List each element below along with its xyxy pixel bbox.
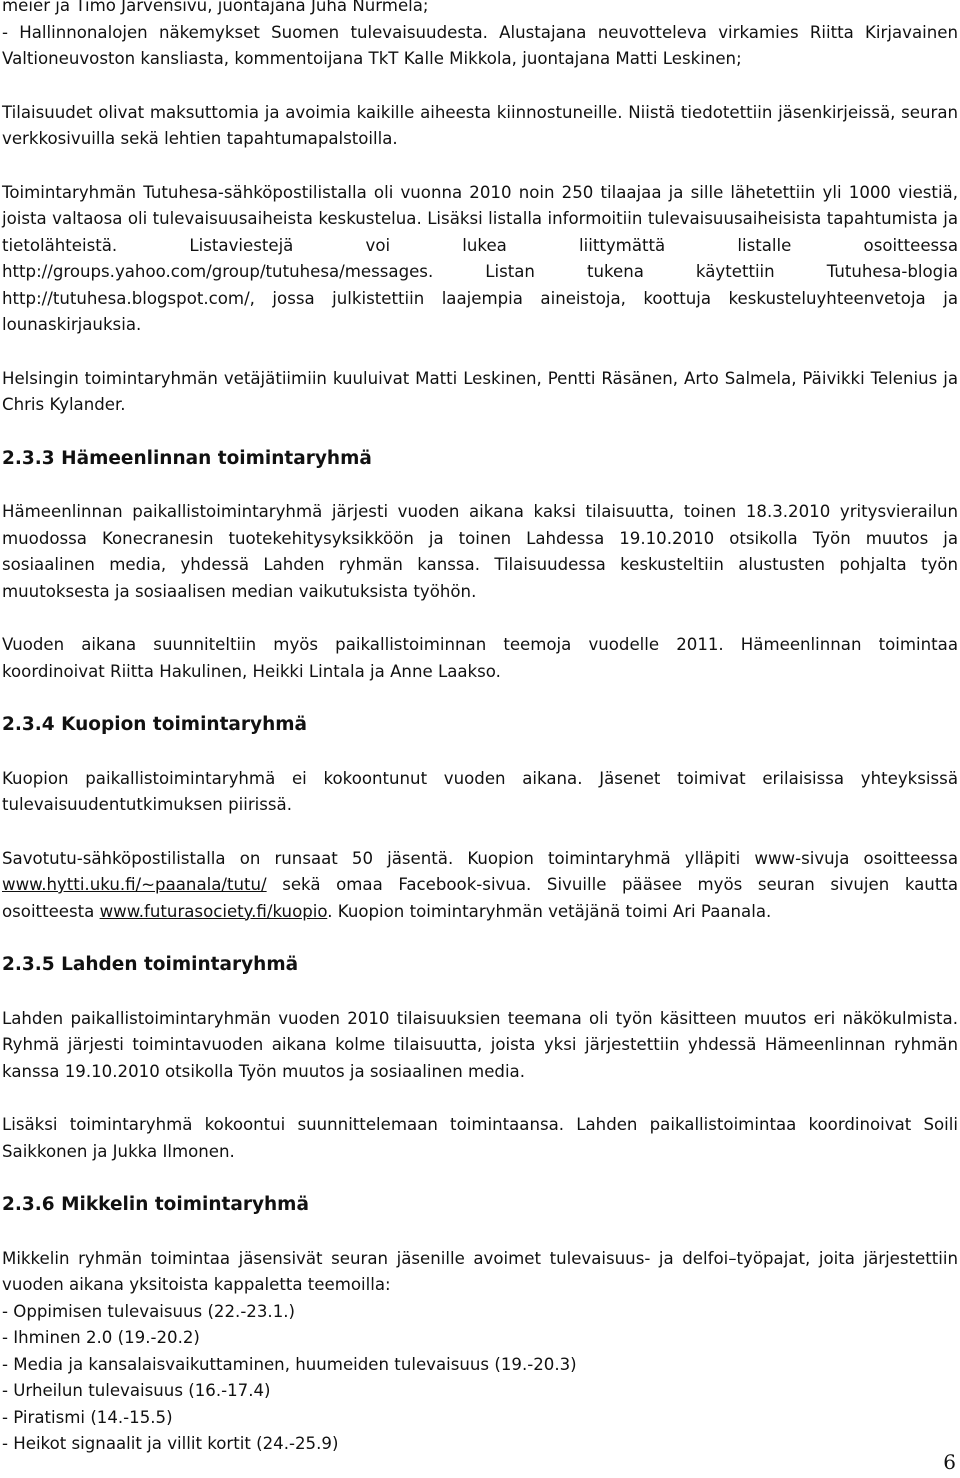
paragraph-hameenlinna-events: Hämeenlinnan paikallistoimintaryhmä järjesti vuoden aikana kaksi tilaisuutta, toinen 18.3.2010 yritysvierailun muodossa Konecranesin tuotekehitysyksikköön ja toinen Lahdessa 19.10.2010 otsikolla Työn muutos ja sosiaalinen media, yhdessä Lahden ryhmän kanssa. Tilaisuudessa keskusteltiin alustusten pohjalta työn muutoksesta ja sosiaalisen median vaikutuksista työhön. xyxy=(2,502,958,601)
list-item: - Heikot signaalit ja villit kortit (24.-25.9) xyxy=(2,1434,339,1453)
list-item: - Media ja kansalaisvaikuttaminen, huumeiden tulevaisuus (19.-20.3) xyxy=(2,1354,577,1374)
paragraph-lahti-coordination: Lisäksi toimintaryhmä kokoontui suunnittelemaan toimintaansa. Lahden paikallistoimintaa koordinoivat Soili Saikkonen ja Jukka Ilmonen. xyxy=(2,1115,958,1161)
section-heading-lahti: 2.3.5 Lahden toimintaryhmä xyxy=(2,954,299,975)
paragraph-kuopio-status: Kuopion paikallistoimintaryhmä ei kokoontunut vuoden aikana. Jäsenet toimivat erilaisissa yhteyksissä tulevaisuudentutkimuksen piirissä. xyxy=(2,768,958,814)
list-item: - Urheilun tulevaisuus (16.-17.4) xyxy=(2,1381,271,1400)
link-futurasociety-kuopio[interactable]: www.futurasociety.fi/kuopio xyxy=(99,901,328,921)
paragraph-lahti-events: Lahden paikallistoimintaryhmän vuoden 2010 tilaisuuksien teemana oli työn käsitteen muutos eri näkökulmista. Ryhmä järjesti toimintavuoden aikana kolme tilaisuutta, joista yksi järjestettiin yhdessä Hämeenlinnan ryhmän kanssa 19.10.2010 otsikolla Työn muutos ja sosiaalinen media. xyxy=(2,1008,958,1081)
text-span: sekä omaa Facebook-sivua. Sivuille pääsee myös seuran sivujen kautta osoitteesta xyxy=(2,875,958,921)
paragraph-kuopio-list xyxy=(2,846,958,926)
link-kuopio-tutu[interactable]: www.hytti.uku.fi/~paanala/tutu/ xyxy=(2,875,267,894)
intro-line: - Hallinnonalojen näkemykset Suomen tulevaisuudesta. Alustajana neuvotteleva virkamies Riitta Kirjavainen Valtioneuvoston kansliasta, kommentoijana TkT Kalle Mikkola, juontajana Matti Leskinen; xyxy=(2,22,958,68)
intro-paragraph xyxy=(2,0,958,73)
workshop-theme-list xyxy=(2,1299,958,1458)
text-span: Savotutu-sähköpostilistalla on runsaat 50 jäsentä. Kuopion toimintaryhmä ylläpiti www-sivuja osoitteessa xyxy=(2,848,958,868)
list-item: - Ihminen 2.0 (19.-20.2) xyxy=(2,1328,200,1347)
text-span: . Kuopion toimintaryhmän vetäjänä toimi Ari Paanala. xyxy=(327,901,772,921)
section-heading-kuopio: 2.3.4 Kuopion toimintaryhmä xyxy=(2,714,308,735)
list-item: - Oppimisen tulevaisuus (22.-23.1.) xyxy=(2,1301,296,1321)
paragraph-helsinki-team: Helsingin toimintaryhmän vetäjätiimiin kuuluivat Matti Leskinen, Pentti Räsänen, Arto Salmela, Päivikki Telenius ja Chris Kylander. xyxy=(2,368,958,414)
paragraph-mailing-list: Toimintaryhmän Tutuhesa-sähköpostilistalla oli vuonna 2010 noin 250 tilaajaa ja sille lähetettiin yli 1000 viestiä, joista valtaosa oli tulevaisuusaiheista keskustelua. Lisäksi listalla informoitiin tulevaisuusaiheisista tapahtumista ja tietolähteistä. Listaviestejä voi lukea liittymättä listalle osoitteessa http://groups.yahoo.com/group/tutuhesa/messages. Listan tukena käytettiin Tutuhesa-blogia http://tutuhesa.blogspot.com/, jossa julkistettiin laajempia aineistoja, koottuja keskusteluyhteenvetoja ja lounaskirjauksia. xyxy=(2,182,958,334)
intro-line: meier ja Timo Järvensivu, juontajana Juha Nurmela; xyxy=(2,0,429,15)
paragraph-hameenlinna-planning: Vuoden aikana suunniteltiin myös paikallistoiminnan teemoja vuodelle 2011. Hämeenlinnan toimintaa koordinoivat Riitta Hakulinen, Heikki Lintala ja Anne Laakso. xyxy=(2,635,958,681)
page-number: 6 xyxy=(943,1450,956,1474)
paragraph-events-info: Tilaisuudet olivat maksuttomia ja avoimia kaikille aiheesta kiinnostuneille. Niistä tiedotettiin jäsenkirjeissä, seuran verkkosivuilla sekä lehtien tapahtumapalstoilla. xyxy=(2,102,958,148)
document-page xyxy=(2,0,958,1458)
section-heading-hameenlinna: 2.3.3 Hämeenlinnan toimintaryhmä xyxy=(2,447,372,469)
paragraph-mikkeli-workshops: Mikkelin ryhmän toimintaa jäsensivät seuran jäsenille avoimet tulevaisuus- ja delfoi–työpajat, joita järjestettiin vuoden aikana yksitoista kappaletta teemoilla: xyxy=(2,1248,958,1294)
list-item: - Piratismi (14.-15.5) xyxy=(2,1407,173,1427)
section-heading-mikkeli: 2.3.6 Mikkelin toimintaryhmä xyxy=(2,1194,309,1215)
